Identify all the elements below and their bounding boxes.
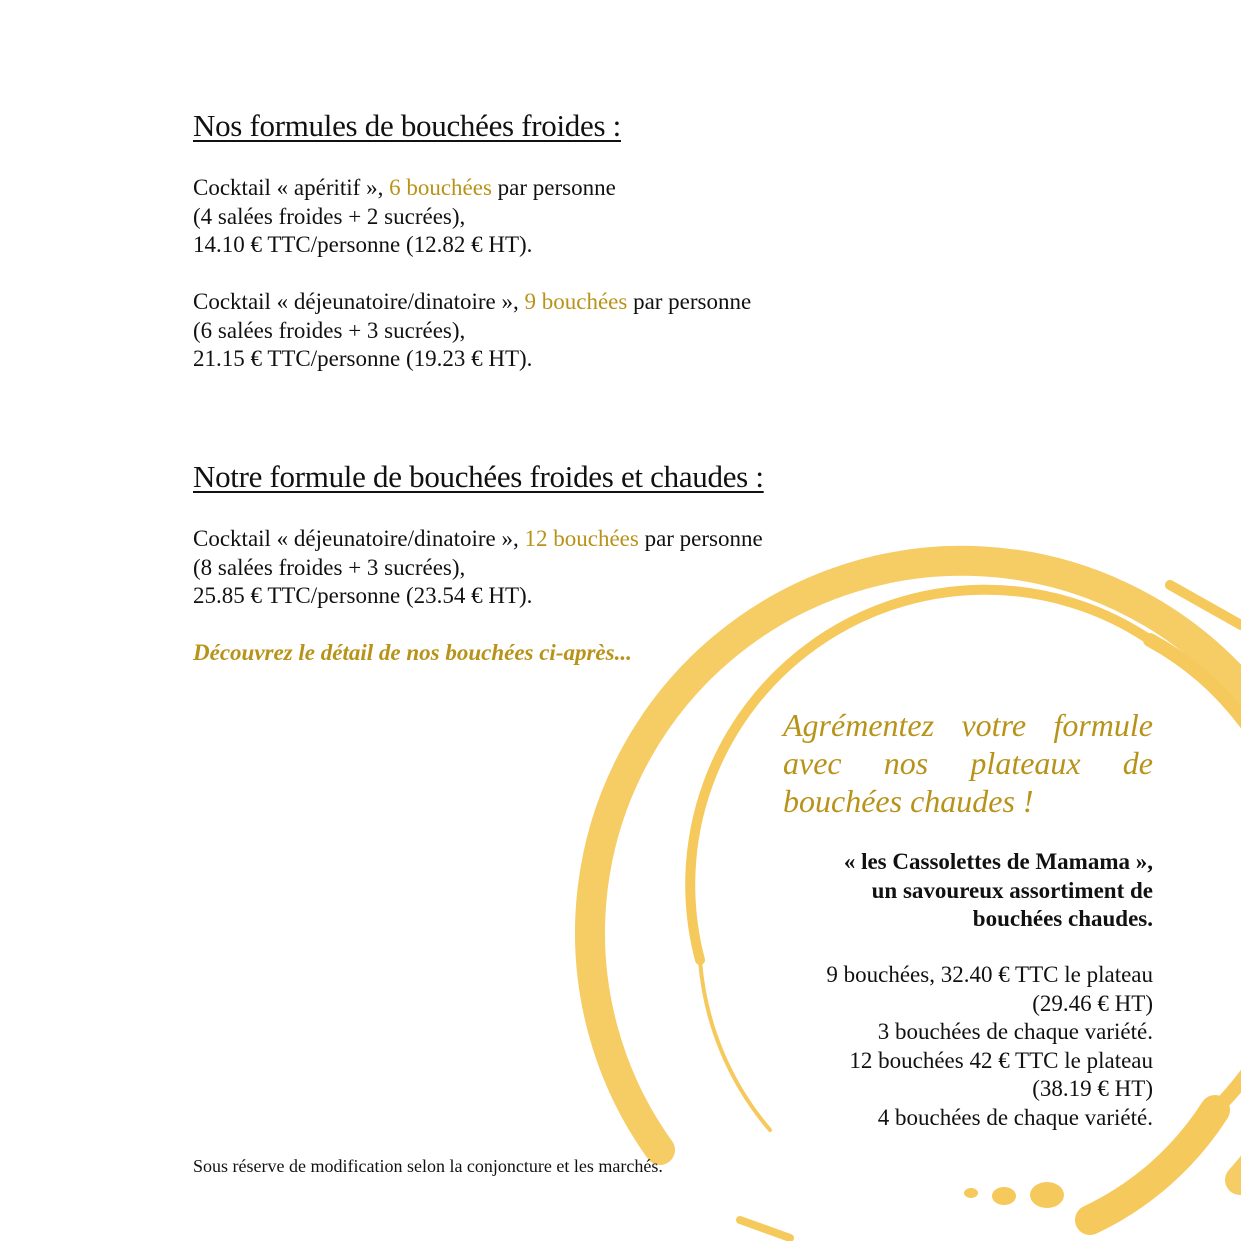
- product-line: bouchées chaudes.: [972, 906, 1153, 931]
- price-line: (38.19 € HT): [1032, 1076, 1153, 1101]
- formula-price: 14.10 € TTC/personne (12.82 € HT).: [193, 232, 533, 257]
- formula-aperitif: [193, 174, 616, 260]
- bites-count: 9 bouchées: [524, 289, 628, 314]
- promo-line: Agrémentez votre formule: [783, 707, 1153, 743]
- price-line: 12 bouchées 42 € TTC le plateau: [849, 1047, 1153, 1073]
- price-line: 9 bouchées, 32.40 € TTC le plateau: [826, 962, 1153, 987]
- per-person: par personne: [491, 175, 616, 200]
- bites-count: 6 bouchées: [389, 175, 492, 200]
- per-person: par personne: [638, 526, 763, 551]
- formula-name: Cocktail « déjeunatoire/dinatoire »,: [193, 289, 525, 314]
- formula-name: Cocktail « apéritif »,: [193, 175, 390, 200]
- price-line: 4 bouchées de chaque variété.: [877, 1104, 1153, 1130]
- promo-heading: [783, 706, 1153, 820]
- platter-prices: [826, 961, 1153, 1132]
- formula-dinatoire-12: [193, 525, 763, 611]
- section-title-cold: Nos formules de bouchées froides :: [193, 108, 621, 143]
- formula-dinatoire-9: [193, 288, 751, 374]
- promo-line: bouchées chaudes !: [783, 783, 1034, 819]
- formula-detail: (8 salées froides + 3 sucrées),: [193, 554, 466, 580]
- promo-line: avec nos plateaux de: [783, 745, 1153, 781]
- product-description: [844, 848, 1153, 934]
- per-person: par personne: [627, 289, 752, 314]
- product-line: un savoureux assortiment de: [871, 877, 1153, 903]
- footnote: Sous réserve de modification selon la conjoncture et les marchés.: [193, 1156, 663, 1176]
- section-title-cold-hot: Notre formule de bouchées froides et chaudes :: [193, 459, 764, 494]
- price-line: (29.46 € HT): [1032, 990, 1153, 1016]
- discover-details-text: Découvrez le détail de nos bouchées ci-après...: [193, 640, 632, 665]
- product-line: « les Cassolettes de Mamama »,: [843, 849, 1153, 874]
- formula-detail: (6 salées froides + 3 sucrées),: [193, 317, 466, 343]
- formula-detail: (4 salées froides + 2 sucrées),: [193, 203, 466, 229]
- bites-count: 12 bouchées: [524, 526, 639, 551]
- price-line: 3 bouchées de chaque variété.: [877, 1019, 1153, 1044]
- formula-price: 21.15 € TTC/personne (19.23 € HT).: [193, 346, 533, 371]
- formula-name: Cocktail « déjeunatoire/dinatoire »,: [193, 526, 525, 551]
- formula-price: 25.85 € TTC/personne (23.54 € HT).: [193, 583, 533, 608]
